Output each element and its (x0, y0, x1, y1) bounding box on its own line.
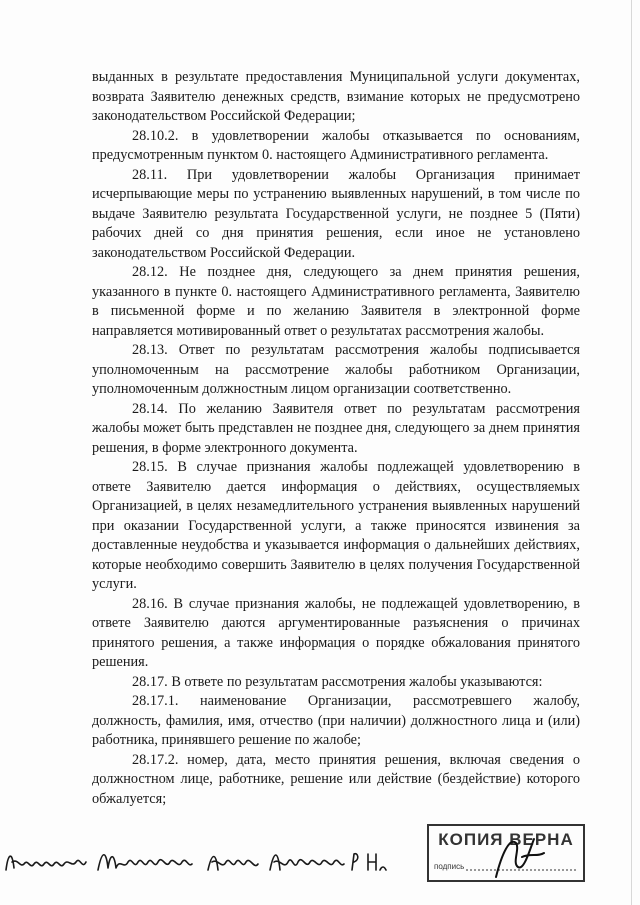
copy-certified-stamp (426, 823, 586, 883)
handwritten-signature (2, 840, 402, 880)
document-paragraph: выданных в результате предоставления Муниципальной услуги документах, возврата Заявителю денежных средств, взимание которых не предусмотрено законодательством Российской Федерации; (92, 69, 580, 124)
document-paragraph: 28.10.2. в удовлетворении жалобы отказывается по основаниям, предусмотренным пунктом 0. настоящего Административного регламента. (92, 127, 580, 163)
page-edge (631, 0, 632, 905)
document-paragraph: 28.14. По желанию Заявителя ответ по результатам рассмотрения жалобы может быть представлен не позднее дня, следующего за днем принятия решения, в форме электронного документа. (92, 400, 580, 456)
document-paragraph: 28.17.1. наименование Организации, рассмотревшего жалобу, должность, фамилия, имя, отчество (при наличии) должностного лица и (или) работника, принявшего решение по жалобе; (92, 693, 580, 748)
document-paragraph: 28.13. Ответ по результатам рассмотрения жалобы подписывается уполномоченным на рассмотрение жалобы работником Организации, уполномоченным должностным лицом организации соответственно. (92, 342, 580, 397)
document-paragraph: 28.12. Не позднее дня, следующего за днем принятия решения, указанного в пункте 0. настоящего Административного регламента, Заявителю в письменной форме и по желанию Заявителя в электронной форме направляется мотивированный ответ о результатах рассмотрения жалобы. (92, 264, 580, 339)
document-body (92, 68, 580, 809)
document-paragraph: 28.17.2. номер, дата, место принятия решения, включая сведения о должностном лице, работнике, решение или действие (бездействие) которого обжалуется; (92, 751, 580, 807)
stamp-title: КОПИЯ ВЕРНА (438, 830, 574, 849)
document-paragraph: 28.17. В ответе по результатам рассмотрения жалобы указываются: (132, 673, 543, 690)
document-paragraph: 28.15. В случае признания жалобы подлежащей удовлетворению в ответе Заявителю дается информация о действиях, осуществляемых Организацией, в целях незамедлительного устранения выявленных нарушений при оказании Государственной услуги, а также приносятся извинения за доставленные неудобства и указывается информация о дальнейших действиях, которые необходимо совершить Заявителю в целях получения Государственной услуги. (92, 459, 580, 592)
document-paragraph: 28.11. При удовлетворении жалобы Организация принимает исчерпывающие меры по устранению выявленных нарушений, в том числе по выдаче Заявителю результата Государственной услуги, не позднее 5 (Пяти) рабочих дней со дня принятия решения, если иное не установлено законодательством Российской Федерации. (92, 166, 580, 261)
stamp-label: подпись (434, 862, 465, 871)
document-paragraph: 28.16. В случае признания жалобы, не подлежащей удовлетворению, в ответе Заявителю даются аргументированные разъяснения о причинах принятого решения, а также информация о порядке обжалования принятого решения. (92, 595, 580, 670)
